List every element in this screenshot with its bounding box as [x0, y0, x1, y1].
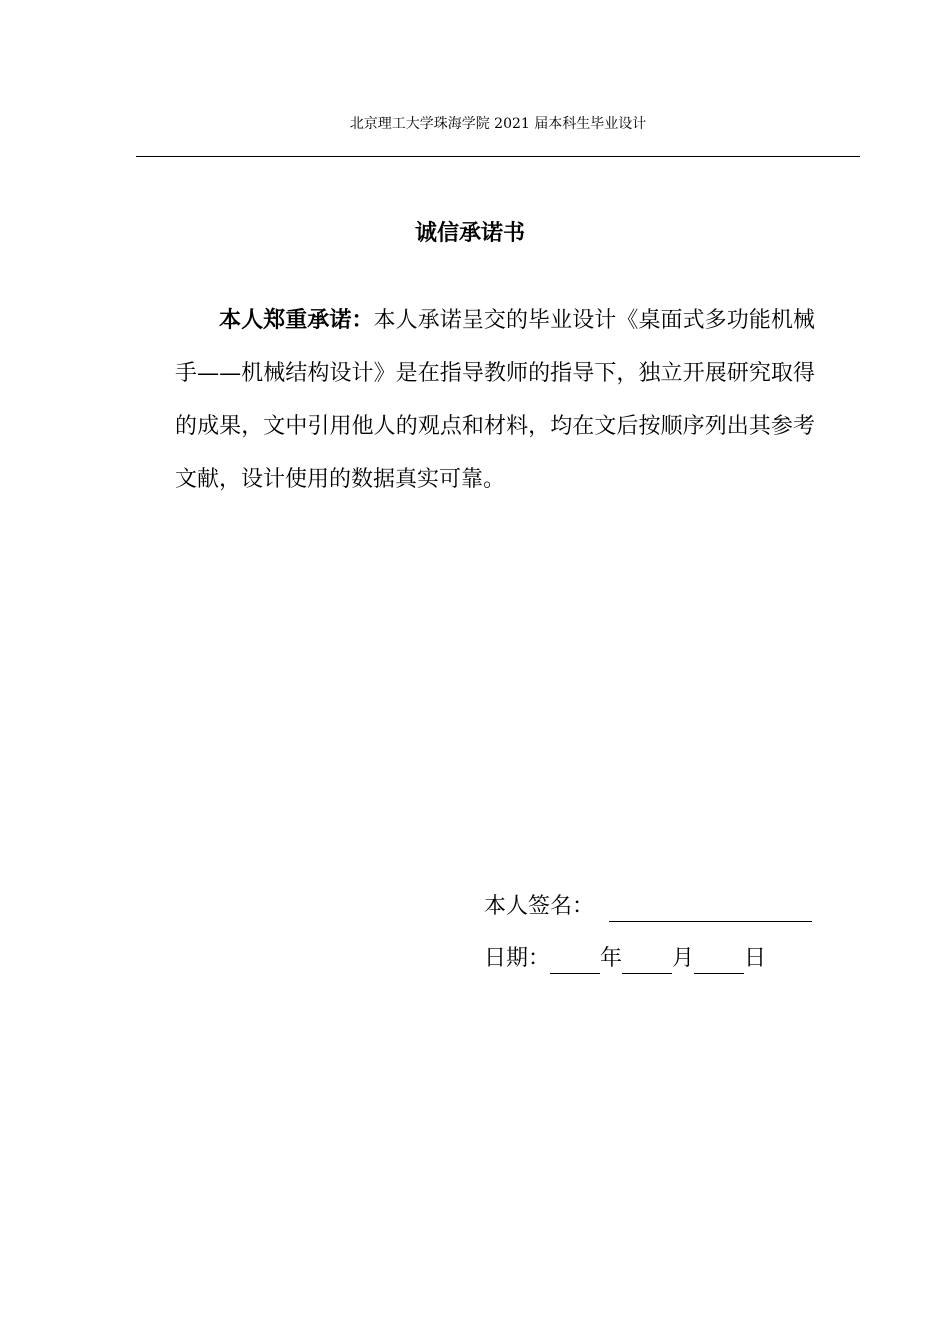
pledge-lead: 本人郑重承诺： [219, 307, 374, 333]
month-label: 月 [672, 946, 695, 971]
month-blank[interactable] [622, 947, 672, 974]
pledge-paragraph [175, 294, 815, 506]
year-blank[interactable] [550, 947, 600, 974]
date-label: 日期： [484, 946, 551, 971]
signature-line[interactable] [609, 895, 812, 922]
signature-row [484, 892, 812, 922]
running-header: 北京理工大学珠海学院 2021 届本科生毕业设计 [349, 116, 647, 132]
day-blank[interactable] [694, 947, 744, 974]
signature-label: 本人签名： [484, 894, 595, 919]
year-label: 年 [600, 946, 623, 971]
day-label: 日 [744, 946, 767, 971]
header-rule [136, 156, 860, 157]
date-row [484, 944, 812, 974]
pledge-body: 本人承诺呈交的毕业设计《桌面式多功能机械手——机械结构设计》是在指导教师的指导下，独立开展研究取得的成果，文中引用他人的观点和材料，均在文后按顺序列出其参考文献，设计使用的数据真实可靠。 [175, 308, 815, 492]
signature-block [484, 892, 812, 974]
document-title: 诚信承诺书 [414, 220, 525, 246]
